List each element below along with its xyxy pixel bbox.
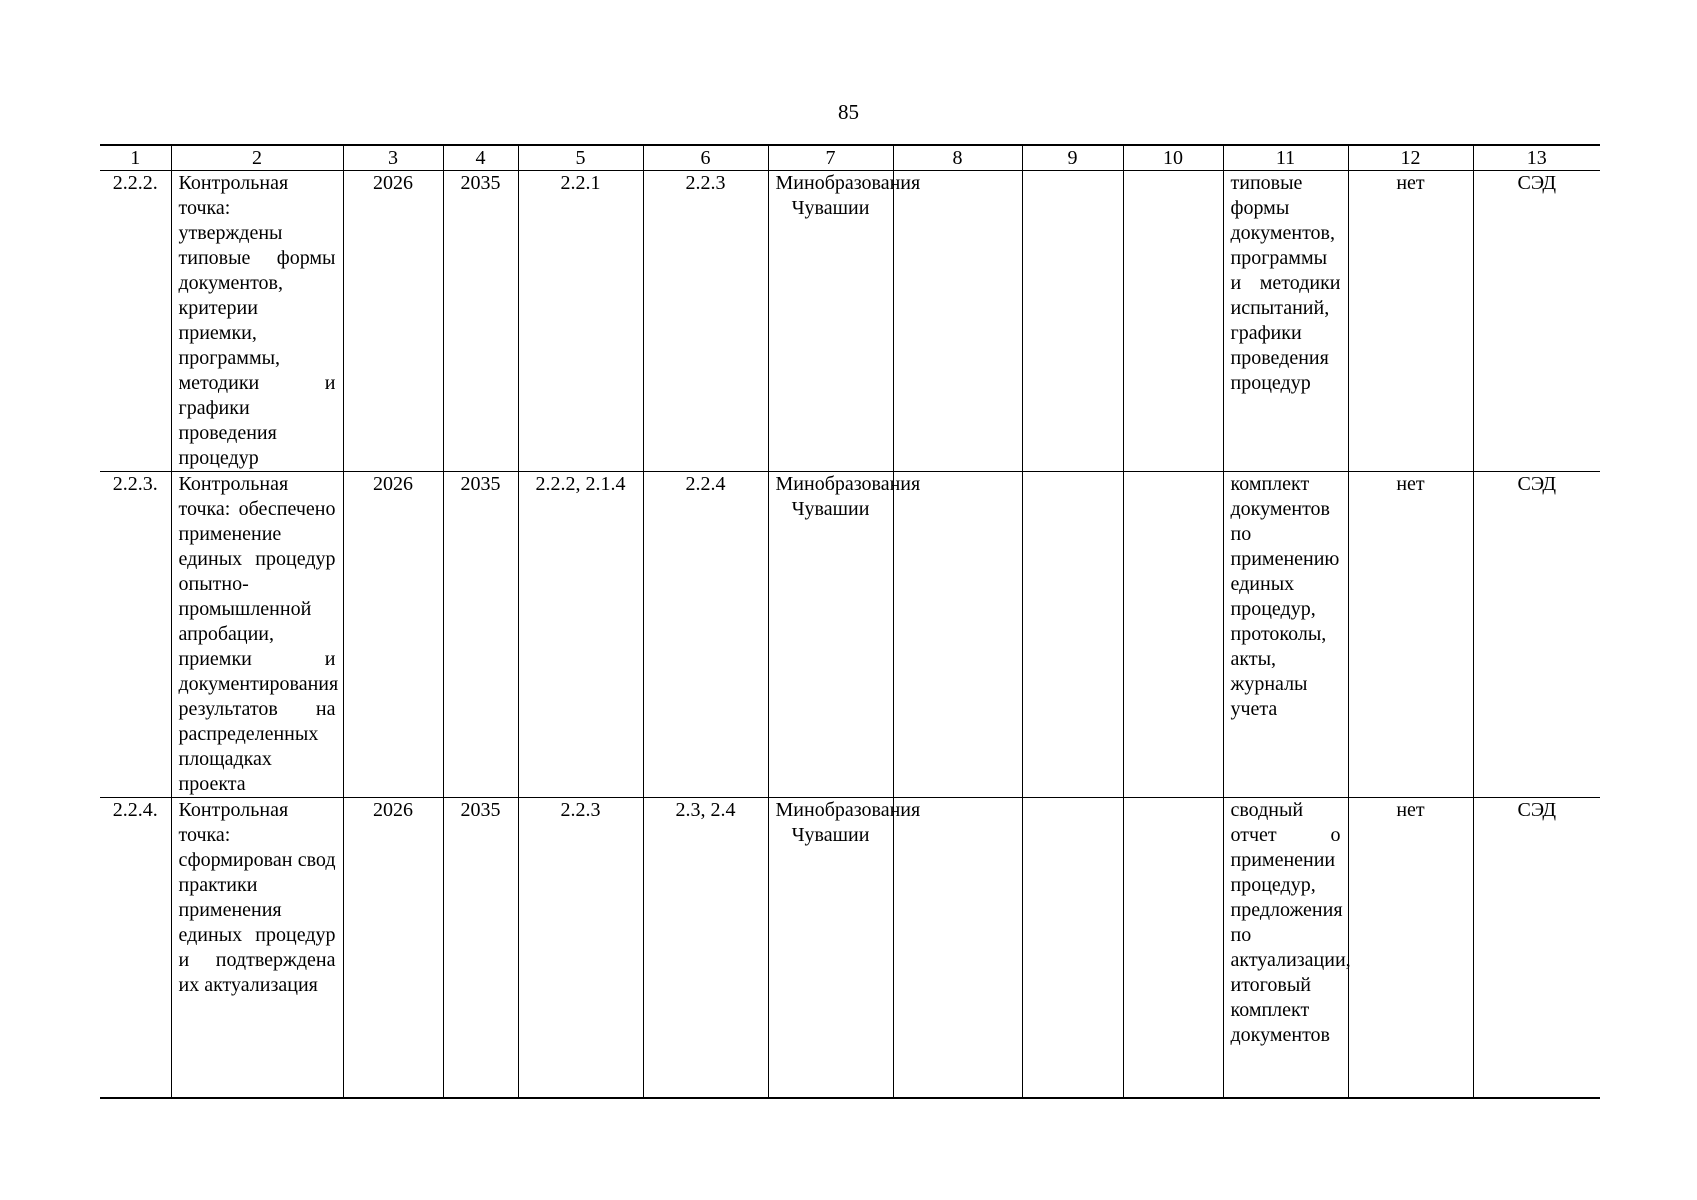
result: сводный отчет о применении процедур, предложения по актуализации, итоговый комплект документов	[1223, 798, 1348, 1098]
cell-12: нет	[1348, 472, 1473, 798]
cell-13: СЭД	[1473, 171, 1600, 472]
column-header: 4	[443, 145, 518, 171]
column-header: 3	[343, 145, 443, 171]
predecessor: 2.2.1	[518, 171, 643, 472]
column-header: 6	[643, 145, 768, 171]
cell-9	[1022, 171, 1123, 472]
column-header: 11	[1223, 145, 1348, 171]
row-name: Контрольная точка: утверждены типовые формы документов, критерии приемки, программы, методики и графики проведения процедур	[171, 171, 343, 472]
column-header: 10	[1123, 145, 1223, 171]
start-year: 2026	[343, 472, 443, 798]
cell-10	[1123, 472, 1223, 798]
successor: 2.2.4	[643, 472, 768, 798]
start-year: 2026	[343, 171, 443, 472]
cell-12: нет	[1348, 798, 1473, 1098]
row-name: Контрольная точка: обеспечено применение единых процедур опытно-промышленной апробации, приемки и документирования результатов на распределенных площадках проекта	[171, 472, 343, 798]
row-number: 2.2.2.	[100, 171, 171, 472]
successor: 2.2.3	[643, 171, 768, 472]
end-year: 2035	[443, 171, 518, 472]
table-row	[100, 171, 1600, 472]
cell-8	[893, 171, 1022, 472]
start-year: 2026	[343, 798, 443, 1098]
row-number: 2.2.3.	[100, 472, 171, 798]
cell-9	[1022, 798, 1123, 1098]
successor: 2.3, 2.4	[643, 798, 768, 1098]
column-header: 5	[518, 145, 643, 171]
predecessor: 2.2.3	[518, 798, 643, 1098]
result: комплект документов по применению единых процедур, протоколы, акты, журналы учета	[1223, 472, 1348, 798]
cell-9	[1022, 472, 1123, 798]
responsible: Минобразования Чувашии	[768, 171, 893, 472]
column-header: 13	[1473, 145, 1600, 171]
responsible: Минобразования Чувашии	[768, 798, 893, 1098]
column-header: 7	[768, 145, 893, 171]
plan-table	[100, 144, 1600, 1099]
cell-12: нет	[1348, 171, 1473, 472]
cell-10	[1123, 171, 1223, 472]
cell-8	[893, 472, 1022, 798]
column-header: 12	[1348, 145, 1473, 171]
table-row	[100, 472, 1600, 798]
page-number: 85	[838, 100, 859, 124]
responsible: Минобразования Чувашии	[768, 472, 893, 798]
column-header: 8	[893, 145, 1022, 171]
cell-13: СЭД	[1473, 798, 1600, 1098]
column-header: 9	[1022, 145, 1123, 171]
column-header: 2	[171, 145, 343, 171]
result: типовые формы документов, программы и методики испытаний, графики проведения процедур	[1223, 171, 1348, 472]
row-name: Контрольная точка: сформирован свод практики применения единых процедур и подтверждена их актуализация	[171, 798, 343, 1098]
end-year: 2035	[443, 798, 518, 1098]
cell-8	[893, 798, 1022, 1098]
table-row	[100, 798, 1600, 1098]
header-row	[100, 145, 1600, 171]
column-header: 1	[100, 145, 171, 171]
predecessor: 2.2.2, 2.1.4	[518, 472, 643, 798]
cell-10	[1123, 798, 1223, 1098]
row-number: 2.2.4.	[100, 798, 171, 1098]
cell-13: СЭД	[1473, 472, 1600, 798]
end-year: 2035	[443, 472, 518, 798]
